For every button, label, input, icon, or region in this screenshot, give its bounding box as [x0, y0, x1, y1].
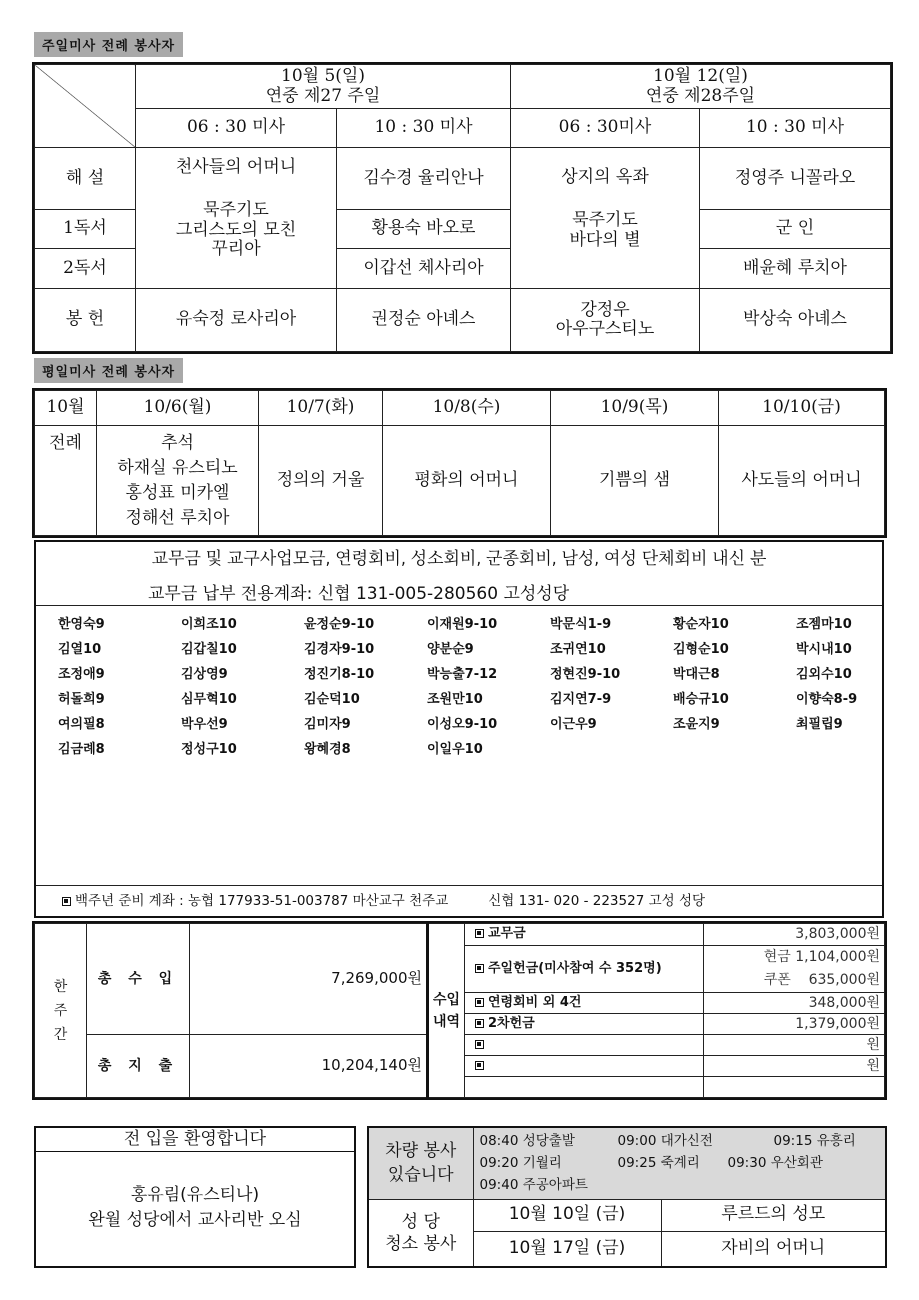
donor-entry: 조정애9: [58, 667, 105, 682]
week1-mass-0630: 06 : 30 미사: [136, 109, 337, 147]
income-item-1-name: 교무금: [488, 926, 526, 942]
week2-header: [511, 65, 891, 109]
week2-mass-1030: 10 : 30 미사: [700, 109, 891, 147]
donor-entry: 김열10: [58, 642, 102, 657]
weekday-day2-servers: 정의의 거울: [259, 426, 383, 536]
week2-0630-group-line1: 묵주기도: [572, 210, 638, 231]
weekday-day-3: 10/8(수): [383, 391, 551, 426]
week2-1030-offertory: 박상숙 아녜스: [700, 289, 891, 352]
week2-0630-group-line2: 바다의 별: [569, 229, 641, 250]
weekday-day1-line3: 홍성표 미카엘: [125, 482, 230, 503]
income-item-4-value: 1,379,000원: [704, 1014, 885, 1035]
week2-0630-offertory-line2: 아우구스티노: [555, 319, 655, 340]
weekday-day-1: 10/6(월): [97, 391, 259, 426]
role-commentary: 해 설: [35, 147, 136, 210]
week2-1030-commentary: 정영주 니꼴라오: [700, 147, 891, 210]
income-detail-label: [428, 924, 465, 1098]
week2-0630-group: [511, 147, 700, 288]
donor-entry: 박우선9: [181, 717, 228, 732]
welcome-title: 전 입을 환영합니다: [36, 1128, 354, 1152]
week1-0630-group-line2: 그리스도의 모친: [175, 219, 297, 240]
week2-date: 10월 12(일): [653, 66, 748, 87]
donor-entry: 이성오9-10: [427, 717, 498, 732]
bus-stop: 09:00 대가신전: [617, 1133, 713, 1150]
cash-label: 현금: [763, 949, 791, 965]
week2-1030-reading1: 군 인: [700, 210, 891, 248]
donor-entry: 조원만10: [427, 692, 483, 707]
dues-box: [34, 540, 884, 918]
centennial-account-sh: 신협 131- 020 - 223527 고성 성당: [488, 893, 706, 909]
week2-title: 연중 제28주일: [645, 85, 756, 106]
weekday-day-2: 10/7(화): [259, 391, 383, 426]
week1-1030-commentary: 김수경 율리안나: [337, 147, 511, 210]
donor-entry: 김갑칠10: [181, 642, 237, 657]
bus-stop: 08:40 성당출발: [479, 1133, 575, 1150]
donor-entry: 황순자10: [673, 617, 729, 632]
bus-stop: 09:30 우산회관: [727, 1155, 823, 1172]
income-item-5-value: 원: [704, 1035, 885, 1056]
donor-entry: 김외수10: [796, 667, 852, 682]
week1-0630-offertory: 유숙정 로사리아: [136, 289, 337, 352]
donor-list: [58, 614, 916, 760]
cleaning-group-1: 루르드의 성모: [661, 1199, 886, 1231]
donor-entry: 김상영9: [181, 667, 228, 682]
donor-entry: 배승규10: [673, 692, 729, 707]
bullet-square-icon: [475, 1061, 484, 1070]
donor-entry: 이희조10: [181, 617, 237, 632]
week1-0630-group-line3: 꾸리아: [211, 239, 261, 260]
weekday-day1-line2: 하재실 유스티노: [117, 457, 238, 478]
dues-account: 교무금 납부 전용계좌: 신협 131-005-280560 고성성당: [148, 584, 570, 604]
donor-entry: 허돌희9: [58, 692, 105, 707]
bus-label-line2: 있습니다: [387, 1165, 454, 1186]
income-item-1-value: 3,803,000원: [704, 924, 885, 946]
donor-entry: 윤정순9-10: [304, 617, 375, 632]
donor-entry: 정현진9-10: [550, 667, 621, 682]
week1-0630-group: [136, 147, 337, 288]
income-item-6-value: 원: [704, 1056, 885, 1077]
donor-entry: 정성구10: [181, 742, 237, 757]
cleaning-label-line2: 청소 봉사: [385, 1233, 457, 1254]
week1-mass-1030: 10 : 30 미사: [337, 109, 511, 147]
income-item-empty-value: [704, 1077, 885, 1098]
divider: [36, 605, 882, 606]
weekday-day4-servers: 기쁨의 샘: [551, 426, 719, 536]
income-item-2: [465, 946, 704, 993]
week2-0630-commentary: 상지의 옥좌: [561, 166, 649, 187]
weekday-mass-table: [34, 390, 885, 536]
bullet-square-icon: [62, 897, 71, 906]
weekday-section-label: 평일미사 전례 봉사자: [34, 358, 183, 383]
income-item-4-name: 2차헌금: [488, 1015, 535, 1031]
week1-header: [136, 65, 511, 109]
bus-schedule: [473, 1127, 886, 1199]
income-detail-text: 수입 내역: [432, 991, 461, 1030]
bullet-square-icon: [475, 998, 484, 1007]
income-item-3-value: 348,000원: [704, 993, 885, 1014]
income-item-2-name: 주일헌금(미사참여 수 352명): [488, 960, 662, 976]
finance-table: [34, 923, 885, 1098]
bus-label-line1: 차량 봉사: [385, 1141, 457, 1162]
service-table: [367, 1126, 887, 1268]
income-item-3: [465, 993, 704, 1014]
week2-0630-offertory-line1: 강정우: [580, 299, 630, 320]
cleaning-date-2: 10월 17일 (금): [473, 1231, 661, 1267]
week1-0630-commentary: 천사들의 어머니: [175, 156, 297, 177]
week1-1030-reading1: 황용숙 바오로: [337, 210, 511, 248]
welcome-box: [34, 1126, 356, 1268]
weekday-day-5: 10/10(금): [719, 391, 885, 426]
weekday-day-4: 10/9(목): [551, 391, 719, 426]
weekday-day3-servers: 평화의 어머니: [383, 426, 551, 536]
welcome-line2: 완월 성당에서 교사리반 오심: [88, 1210, 302, 1230]
donor-entry: 박대근8: [673, 667, 720, 682]
income-item-1: [465, 924, 704, 946]
dues-notice: 교무금 및 교구사업모금, 연령회비, 성소회비, 군종회비, 남성, 여성 단체회비 내신 분: [151, 549, 767, 569]
centennial-account-nh: 백주년 준비 계좌 : 농협 177933-51-003787 마산교구 천주교: [75, 893, 449, 909]
income-item-5: [465, 1035, 704, 1056]
bus-stop: 09:20 기월리: [479, 1155, 562, 1172]
donor-entry: 왕혜경8: [304, 742, 351, 757]
period-label: [35, 924, 87, 1098]
coupon-label: 쿠폰: [763, 972, 791, 988]
welcome-line1: 홍유림(유스티나): [130, 1185, 260, 1205]
donor-entry: 여의필8: [58, 717, 105, 732]
sunday-section-label: 주일미사 전례 봉사자: [34, 32, 183, 57]
weekday-day5-servers: 사도들의 어머니: [719, 426, 885, 536]
donor-entry: 이재원9-10: [427, 617, 498, 632]
donor-entry: 박시내10: [796, 642, 852, 657]
donor-entry: 김금례8: [58, 742, 105, 757]
income-item-empty: [465, 1077, 704, 1098]
donor-entry: 김지연7-9: [550, 692, 612, 707]
centennial-account: [36, 885, 882, 916]
week2-1030-reading2: 배윤혜 루치아: [700, 248, 891, 288]
corner-diagonal: [35, 65, 136, 148]
coupon-value: 635,000원: [808, 972, 880, 988]
weekday-day1-line1: 추석: [161, 432, 194, 453]
period-text: 한 주 간: [53, 978, 68, 1043]
donor-entry: 정진기8-10: [304, 667, 375, 682]
donor-entry: 이일우10: [427, 742, 483, 757]
weekday-day1-servers: [97, 426, 259, 536]
donor-entry: 조귀연10: [550, 642, 606, 657]
sunday-mass-table: [34, 64, 891, 352]
donor-entry: 박능출7-12: [427, 667, 498, 682]
income-label: 총 수 입: [87, 924, 190, 1035]
donor-entry: 양분순9: [427, 642, 474, 657]
donor-entry: 김형순10: [673, 642, 729, 657]
bullet-square-icon: [475, 964, 484, 973]
expense-label: 총 지 출: [87, 1035, 190, 1098]
role-reading2: 2독서: [35, 248, 136, 288]
week2-mass-0630: 06 : 30미사: [511, 109, 700, 147]
donor-entry: 이근우9: [550, 717, 597, 732]
donor-entry: 김경자9-10: [304, 642, 375, 657]
income-item-2-value: [704, 946, 885, 993]
bullet-square-icon: [475, 929, 484, 938]
income-total: 7,269,000원: [190, 924, 428, 1035]
week1-title: 연중 제27 주일: [265, 85, 381, 106]
weekday-month: 10월: [35, 391, 97, 426]
cleaning-group-2: 자비의 어머니: [661, 1231, 886, 1267]
bullet-square-icon: [475, 1040, 484, 1049]
donor-entry: 이향숙8-9: [796, 692, 858, 707]
donor-entry: 김미자9: [304, 717, 351, 732]
bus-label: [368, 1127, 473, 1199]
expense-total: 10,204,140원: [190, 1035, 428, 1098]
week1-date: 10월 5(일): [281, 66, 365, 87]
cleaning-label-line1: 성 당: [401, 1211, 440, 1232]
bus-stop: 09:15 유흥리: [773, 1133, 856, 1150]
income-item-3-name: 연령회비 외 4건: [488, 994, 582, 1010]
cash-value: 1,104,000원: [795, 949, 880, 965]
income-item-6: [465, 1056, 704, 1077]
weekday-row-label: 전례: [35, 426, 97, 536]
donor-entry: 박문식1-9: [550, 617, 612, 632]
role-offertory: 봉 헌: [35, 289, 136, 352]
donor-entry: 조젬마10: [796, 617, 852, 632]
cleaning-label: [368, 1199, 473, 1267]
role-reading1: 1독서: [35, 210, 136, 248]
donor-entry: 심무혁10: [181, 692, 237, 707]
welcome-body: [36, 1183, 354, 1233]
week2-0630-offertory: [511, 289, 700, 352]
income-item-4: [465, 1014, 704, 1035]
week1-0630-group-line1: 묵주기도: [203, 200, 269, 221]
donor-entry: 조윤지9: [673, 717, 720, 732]
week1-1030-offertory: 권정순 아녜스: [337, 289, 511, 352]
donor-entry: 김순덕10: [304, 692, 360, 707]
donor-entry: 최필립9: [796, 717, 843, 732]
bullet-square-icon: [475, 1019, 484, 1028]
bus-stop: 09:40 주공아파트: [479, 1177, 588, 1194]
cleaning-date-1: 10월 10일 (금): [473, 1199, 661, 1231]
week1-1030-reading2: 이갑선 체사리아: [337, 248, 511, 288]
weekday-day1-line4: 정해선 루치아: [125, 507, 230, 528]
donor-entry: 한영숙9: [58, 617, 105, 632]
bus-stop: 09:25 죽계리: [617, 1155, 700, 1172]
